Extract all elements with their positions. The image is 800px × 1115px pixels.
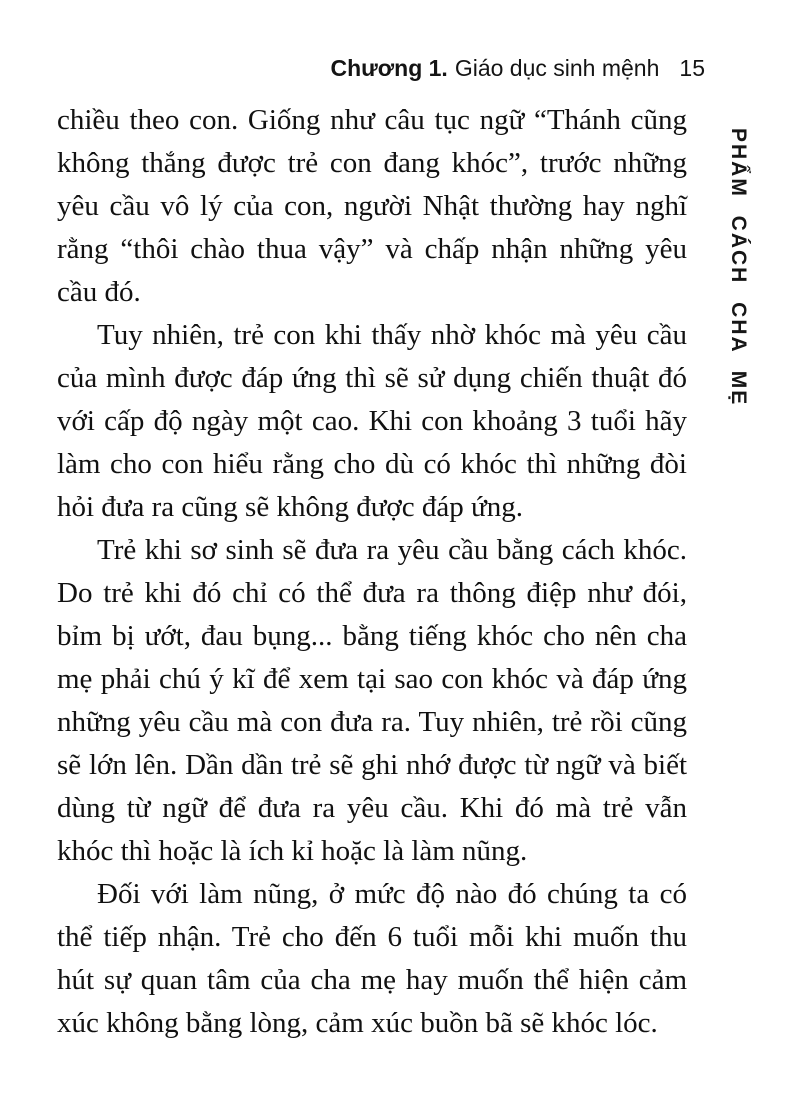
page-number: 15 bbox=[679, 55, 705, 81]
chapter-label: Chương 1. bbox=[330, 55, 448, 81]
paragraph-3: Trẻ khi sơ sinh sẽ đưa ra yêu cầu bằng cách khóc. Do trẻ khi đó chỉ có thể đưa ra thông điệp như đói, bỉm bị ướt, đau bụng... bằng tiếng khóc cho nên cha mẹ phải chú ý kĩ để xem tại sao con khóc và đáp ứng những yêu cầu mà con đưa ra. Tuy nhiên, trẻ rồi cũng sẽ lớn lên. Dần dần trẻ sẽ ghi nhớ được từ ngữ và biết dùng từ ngữ để đưa ra yêu cầu. Khi đó mà trẻ vẫn khóc thì hoặc là ích kỉ hoặc là làm nũng. bbox=[57, 534, 687, 867]
paragraph-4: Đối với làm nũng, ở mức độ nào đó chúng ta có thể tiếp nhận. Trẻ cho đến 6 tuổi mỗi khi muốn thu hút sự quan tâm của cha mẹ hay muốn thể hiện cảm xúc không bằng lòng, cảm xúc buồn bã sẽ khóc lóc. bbox=[57, 878, 687, 1039]
paragraph-2: Tuy nhiên, trẻ con khi thấy nhờ khóc mà yêu cầu của mình được đáp ứng thì sẽ sử dụng chiến thuật đó với cấp độ ngày một cao. Khi con khoảng 3 tuổi hãy làm cho con hiểu rằng cho dù có khóc thì những đòi hỏi đưa ra cũng sẽ không được đáp ứng. bbox=[57, 319, 687, 523]
book-spine-title: PHẨM CÁCH CHA MẸ bbox=[727, 128, 750, 407]
body-text bbox=[57, 99, 687, 1045]
page-header bbox=[330, 54, 705, 82]
paragraph-1: chiều theo con. Giống như câu tục ngữ “Thánh cũng không thắng được trẻ con đang khóc”, trước những yêu cầu vô lý của con, người Nhật thường hay nghĩ rằng “thôi chào thua vậy” và chấp nhận những yêu cầu đó. bbox=[57, 104, 687, 308]
chapter-title: Giáo dục sinh mệnh bbox=[454, 55, 660, 81]
